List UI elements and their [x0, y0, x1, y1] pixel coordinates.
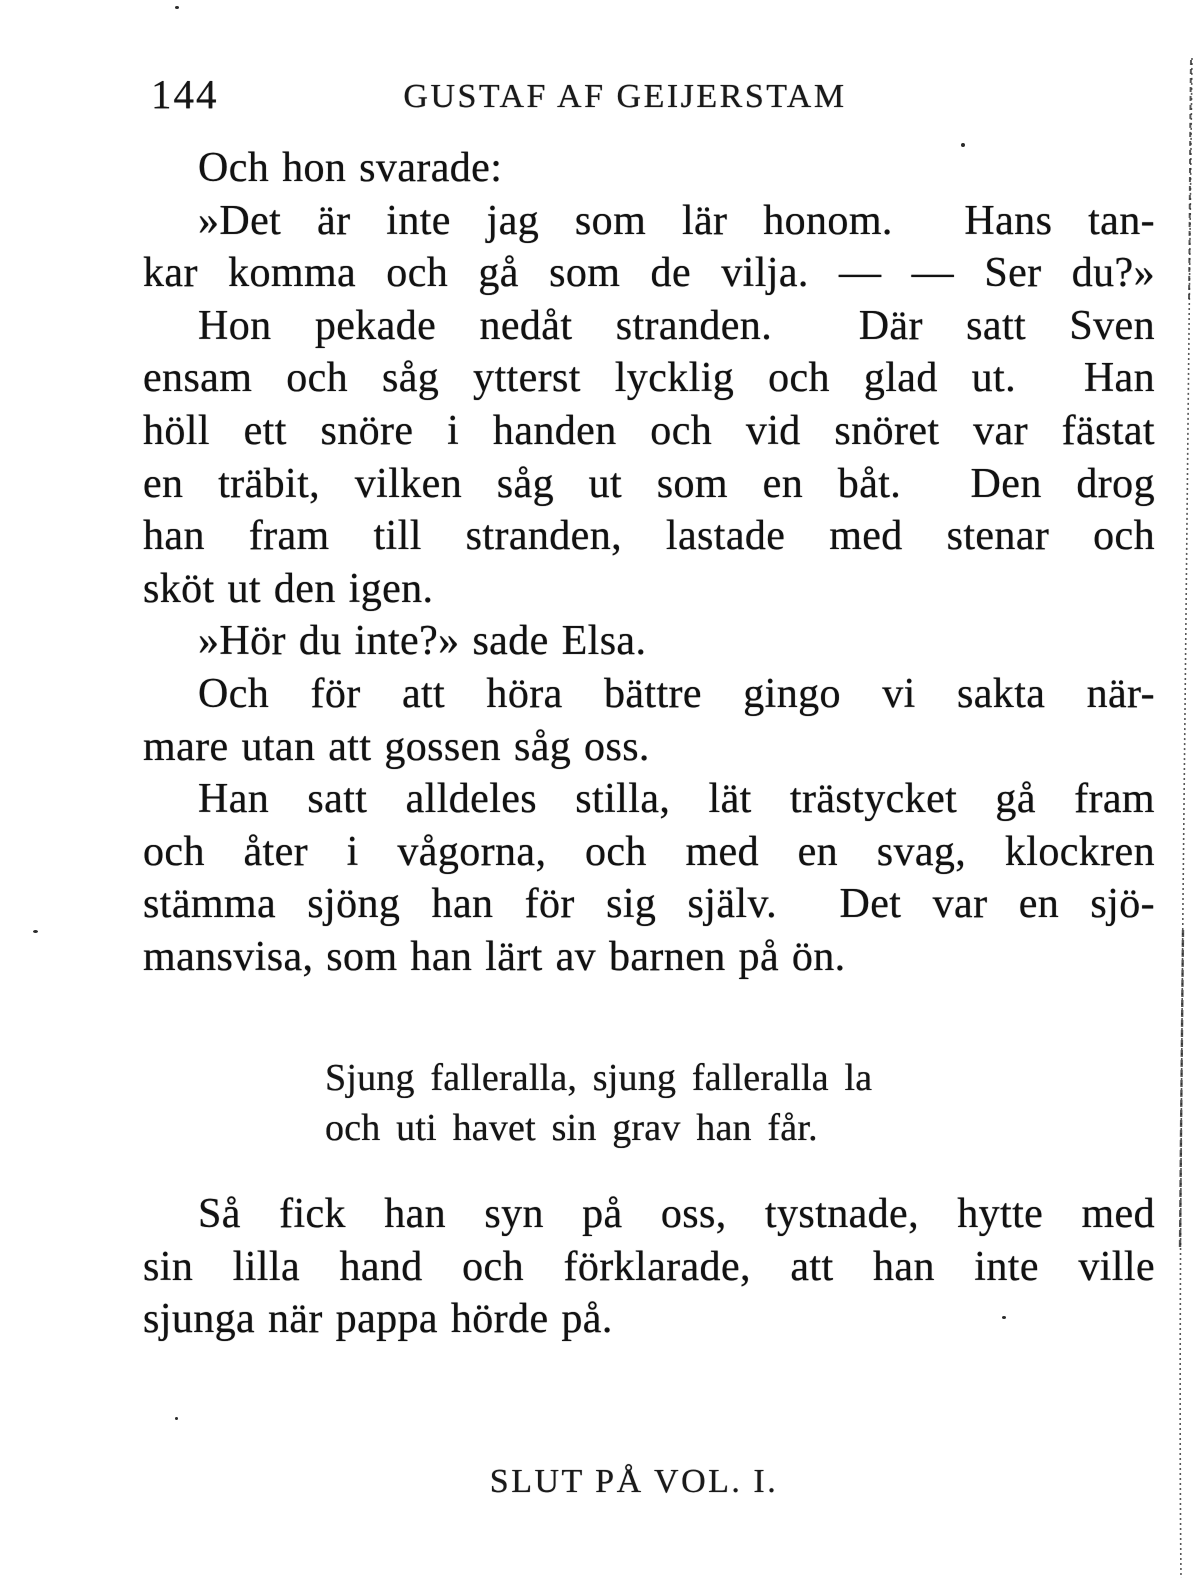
text-line: Och för att höra bättre gingo vi sakta när-: [198, 670, 1155, 717]
running-header-title: GUSTAF AF GEIJERSTAM: [403, 78, 847, 115]
text-line: mansvisa, som han lärt av barnen på ön.: [143, 933, 846, 980]
text-line: »Hör du inte?» sade Elsa.: [198, 618, 647, 665]
text-line: stämma sjöng han för sig själv. Det var en sjö-: [143, 881, 1155, 928]
text-line: Så fick han syn på oss, tystnade, hytte med: [198, 1191, 1155, 1237]
text-line: en träbit, vilken såg ut som en båt. Den drog: [143, 460, 1155, 507]
volume-end-note: SLUT PÅ VOL. I.: [489, 1463, 779, 1500]
text-line: Sjung falleralla, sjung falleralla la: [325, 1057, 873, 1099]
song-verse-block: [325, 1053, 872, 1153]
text-line: Och hon svarade:: [198, 145, 503, 191]
main-text-block: [143, 142, 1155, 984]
text-line: mare utan att gossen såg oss.: [143, 723, 650, 770]
text-line: och åter i vågorna, och med en svag, klockren: [143, 828, 1155, 875]
text-line: sköt ut den igen.: [143, 565, 434, 612]
text-line: sjunga när pappa hörde på.: [143, 1296, 613, 1343]
ink-speck: [33, 930, 38, 933]
text-line: ensam och såg ytterst lycklig och glad ut. Han: [143, 355, 1155, 402]
text-line: Han satt alldeles stilla, lät trästycket gå fram: [198, 776, 1155, 823]
ink-speck: [175, 6, 179, 9]
text-line: Hon pekade nedåt stranden. Där satt Sven: [198, 302, 1155, 349]
text-line: sin lilla hand och förklarade, att han inte ville: [143, 1243, 1155, 1290]
closing-paragraph-block: [143, 1188, 1155, 1346]
text-line: han fram till stranden, lastade med stenar och: [143, 513, 1155, 560]
text-line: »Det är inte jag som lär honom. Hans tan-: [198, 197, 1155, 244]
page-number: 144: [151, 71, 219, 117]
text-line: och uti havet sin grav han får.: [325, 1107, 818, 1149]
ink-speck: [175, 1417, 178, 1420]
text-line: höll ett snöre i handen och vid snöret var fästat: [143, 407, 1155, 454]
text-line: kar komma och gå som de vilja. — — Ser du?»: [143, 250, 1155, 297]
